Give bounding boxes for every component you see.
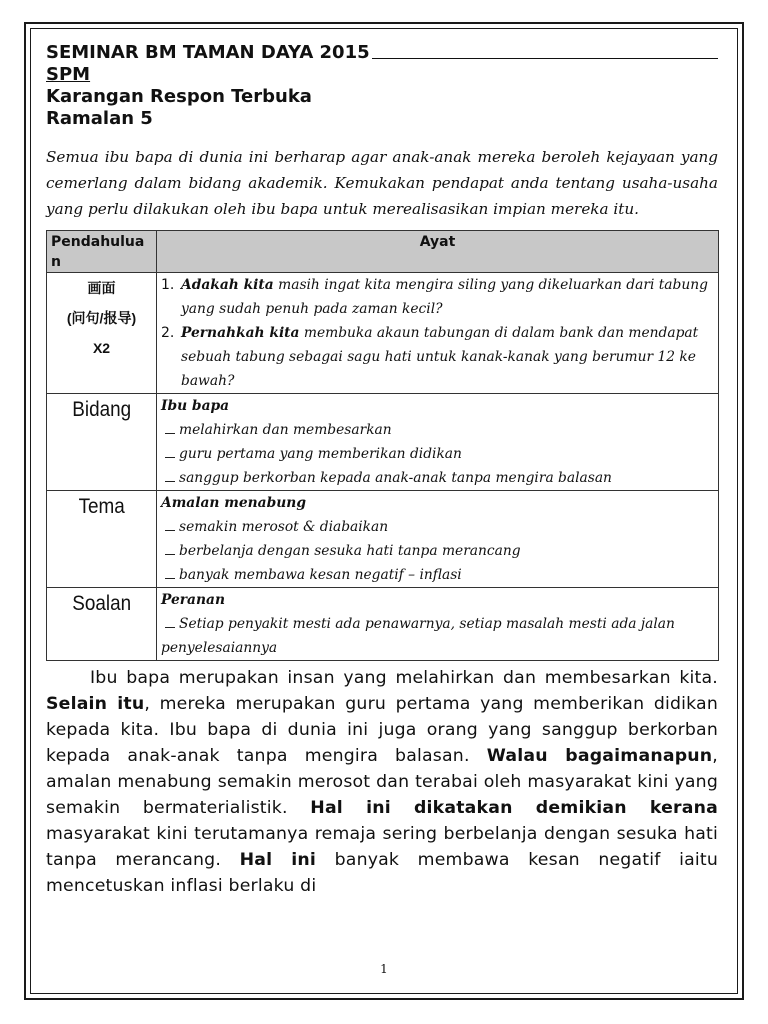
row-label-cell bbox=[47, 491, 157, 588]
list-item: guru pertama yang memberikan didikan bbox=[161, 442, 714, 466]
item-bold: Adakah kita bbox=[181, 277, 274, 293]
row-content-cell bbox=[157, 273, 719, 394]
row-content-cell bbox=[157, 588, 719, 661]
title-underline-rule bbox=[372, 58, 718, 59]
table-header-row bbox=[47, 231, 719, 273]
row-label: Soalan bbox=[72, 592, 131, 615]
exam-label: SPM bbox=[46, 64, 91, 85]
row-label-line: 画面 bbox=[87, 280, 116, 296]
bullet-icon bbox=[165, 526, 175, 531]
list-item bbox=[161, 273, 714, 321]
list-item: sanggup berkorban kepada anak-anak tanpa mengira balasan bbox=[161, 466, 714, 490]
list-item: Setiap penyakit mesti ada penawarnya, setiap masalah mesti ada jalan penyelesaiannya bbox=[161, 616, 675, 656]
bullet-icon bbox=[165, 623, 175, 628]
col-header-ayat: Ayat bbox=[157, 231, 719, 273]
bullet-icon bbox=[165, 574, 175, 579]
seminar-title: SEMINAR BM TAMAN DAYA 2015 bbox=[46, 42, 370, 63]
list-item: melahirkan dan membesarkan bbox=[161, 418, 714, 442]
connector-phrase: Walau bagaimanapun bbox=[486, 746, 713, 766]
row-label: Bidang bbox=[72, 398, 131, 421]
row-label-cell bbox=[47, 273, 157, 394]
table-row bbox=[47, 491, 719, 588]
connector-phrase: Hal ini bbox=[239, 850, 317, 870]
list-item: banyak membawa kesan negatif – inflasi bbox=[161, 563, 714, 587]
row-heading: Ibu bapa bbox=[161, 398, 230, 414]
seminar-title-row bbox=[46, 42, 718, 64]
row-heading: Amalan menabung bbox=[161, 495, 306, 511]
table-row bbox=[47, 394, 719, 491]
row-label-line: X2 bbox=[92, 340, 111, 356]
bullet-icon bbox=[165, 429, 175, 434]
list-item: semakin merosot & diabaikan bbox=[161, 515, 714, 539]
table-row bbox=[47, 588, 719, 661]
row-label-cell bbox=[47, 588, 157, 661]
essay-type: Karangan Respon Terbuka bbox=[46, 86, 312, 107]
row-content-cell bbox=[157, 394, 719, 491]
item-number: 2. bbox=[161, 325, 175, 341]
document-body bbox=[46, 42, 718, 899]
essay-plan-table bbox=[46, 230, 719, 661]
item-bold: Pernahkah kita bbox=[181, 325, 300, 341]
bullet-icon bbox=[165, 477, 175, 482]
row-label-line: (问句/报导) bbox=[66, 310, 137, 326]
connector-phrase: Selain itu bbox=[46, 694, 145, 714]
connector-phrase: Hal ini dikatakan demikian kerana bbox=[310, 798, 718, 818]
item-text: membuka akaun tabungan di dalam bank dan mendapat sebuah tabung sebagai sagu hati untuk kanak-kanak yang berumur 12 ke bawah? bbox=[181, 325, 699, 389]
bullet-icon bbox=[165, 550, 175, 555]
row-content-cell bbox=[157, 491, 719, 588]
list-item bbox=[161, 321, 714, 393]
row-label: Tema bbox=[78, 495, 125, 518]
essay-question: Semua ibu bapa di dunia ini berharap agar anak-anak mereka beroleh kejayaan yang cemerlang dalam bidang akademik. Kemukakan pendapat anda tentang usaha-usaha yang perlu dilakukan oleh ibu bapa untuk merealisasikan impian mereka itu. bbox=[46, 148, 718, 218]
item-text: masih ingat kita mengira siling yang dikeluarkan dari tabung yang sudah penuh pada zaman kecil? bbox=[181, 277, 708, 317]
col-header-pendahuluan: Pendahuluan bbox=[47, 231, 157, 273]
page-number: 1 bbox=[380, 962, 388, 976]
list-item: berbelanja dengan sesuka hati tanpa merancang bbox=[161, 539, 714, 563]
essay-paragraph: Ibu bapa merupakan insan yang melahirkan dan membesarkan kita. Selain itu, mereka merupakan guru pertama yang memberikan didikan kepada kita. Ibu bapa di dunia ini juga orang yang sanggup berkorban kepada anak-anak tanpa mengira balasan. Walau bagaimanapun, amalan menabung semakin merosot dan terabai oleh masyarakat kini yang semakin bermaterialistik. Hal ini dikatakan demikian kerana masyarakat kini terutamanya remaja sering berbelanja dengan sesuka hati tanpa merancang. Hal ini banyak membawa kesan negatif iaitu mencetuskan inflasi berlaku di bbox=[46, 668, 719, 896]
row-heading: Peranan bbox=[161, 592, 225, 608]
table-row bbox=[47, 273, 719, 394]
item-number: 1. bbox=[161, 277, 175, 293]
prediction-label: Ramalan 5 bbox=[46, 108, 153, 129]
bullet-icon bbox=[165, 453, 175, 458]
row-label-cell bbox=[47, 394, 157, 491]
